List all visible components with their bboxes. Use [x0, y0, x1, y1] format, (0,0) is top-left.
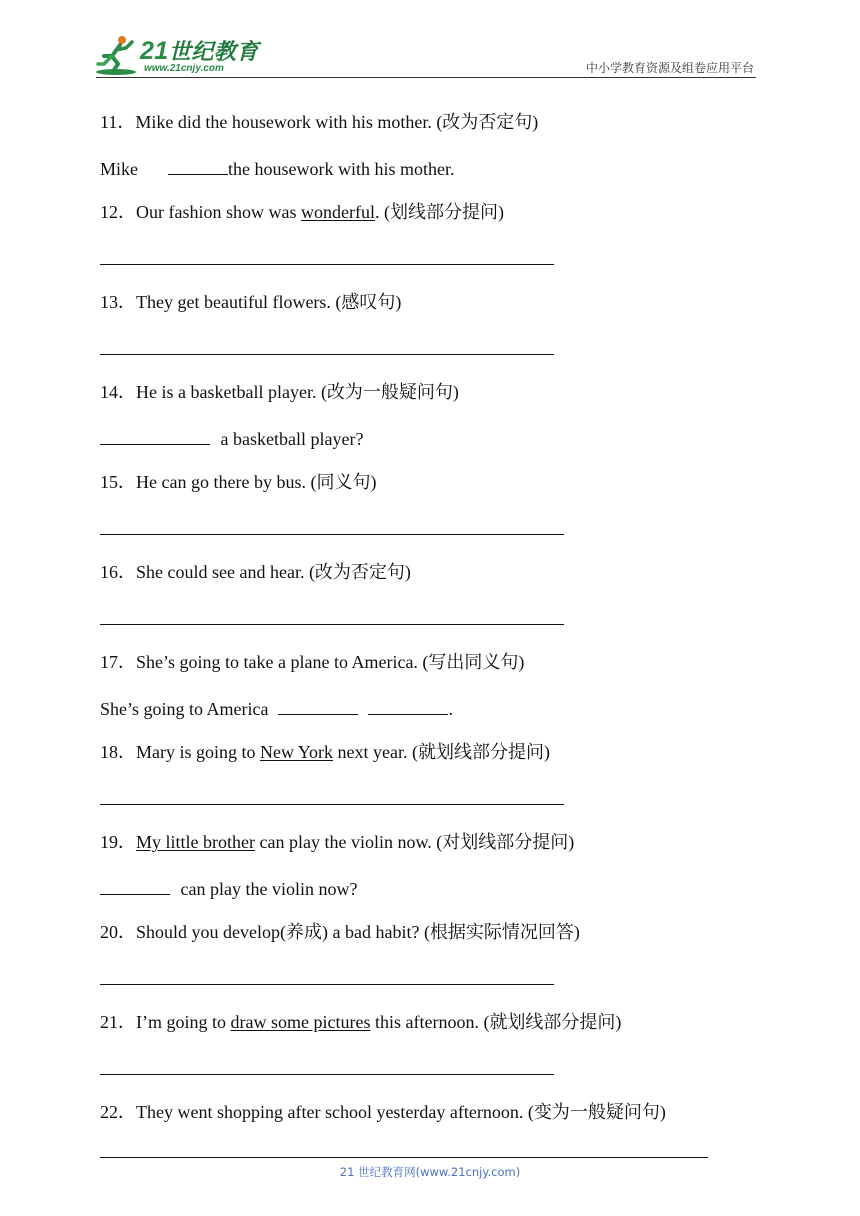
question-20 — [100, 921, 580, 943]
question-text: She could see and hear. (改为否定句) — [136, 562, 411, 582]
question-21 — [100, 1011, 621, 1033]
answer-start: She’s going to America — [100, 699, 269, 719]
page-footer: 21 世纪教育网(www.21cnjy.com) — [339, 1165, 521, 1179]
underlined-text: wonderful — [300, 202, 375, 222]
answer-blank-1[interactable] — [278, 696, 358, 715]
underlined-text: New York — [260, 742, 334, 762]
question-text: He can go there by bus. (同义句) — [136, 472, 377, 492]
answer-blank[interactable] — [100, 426, 210, 445]
question-13 — [100, 291, 401, 313]
answer-blank[interactable] — [168, 156, 228, 175]
question-text: She’s going to take a plane to America. (写出同义句) — [136, 652, 525, 672]
question-text-end: next year. (就划线部分提问) — [333, 742, 550, 762]
question-text: Our fashion show was — [136, 202, 301, 222]
question-12 — [100, 201, 504, 223]
answer-line-18[interactable] — [100, 804, 564, 805]
answer-blank[interactable] — [100, 876, 170, 895]
question-number: 18． — [100, 742, 136, 762]
answer-line-22[interactable] — [100, 1157, 708, 1158]
question-number: 12． — [100, 202, 136, 222]
logo-title — [140, 38, 259, 65]
answer-11 — [100, 156, 454, 180]
question-11 — [100, 111, 538, 133]
question-number: 16． — [100, 562, 136, 582]
page-header — [0, 0, 860, 82]
question-text-end: can play the violin now. (对划线部分提问) — [254, 832, 575, 852]
question-14 — [100, 381, 459, 403]
answer-19 — [100, 876, 357, 900]
answer-14 — [100, 426, 363, 450]
logo-url: www.21cnjy.com — [144, 63, 224, 74]
question-number: 15． — [100, 472, 136, 492]
logo-number: 21 — [140, 37, 169, 65]
question-text-end: this afternoon. (就划线部分提问) — [370, 1012, 622, 1032]
question-number: 17． — [100, 652, 136, 672]
question-18 — [100, 741, 550, 763]
answer-17 — [100, 696, 453, 720]
question-text: They get beautiful flowers. (感叹句) — [136, 292, 402, 312]
question-16 — [100, 561, 411, 583]
answer-end: . — [448, 699, 453, 719]
question-text: Mike did the housework with his mother. (改为否定句) — [135, 112, 539, 132]
answer-line-21[interactable] — [100, 1074, 554, 1075]
question-text: Mary is going to — [136, 742, 260, 762]
question-number: 21． — [100, 1012, 136, 1032]
header-tagline: 中小学教育资源及组卷应用平台 — [585, 61, 754, 75]
question-number: 13． — [100, 292, 136, 312]
site-logo — [94, 34, 264, 78]
question-17 — [100, 651, 524, 673]
answer-end: can play the violin now? — [176, 879, 358, 899]
question-22 — [100, 1101, 666, 1123]
question-text: Should you develop(养成) a bad habit? (根据实际情况回答) — [136, 922, 580, 942]
answer-line-15[interactable] — [100, 534, 564, 535]
question-15 — [100, 471, 376, 493]
question-text-end: . (划线部分提问) — [374, 202, 504, 222]
question-number: 11． — [100, 112, 136, 132]
answer-blank-2[interactable] — [368, 696, 448, 715]
answer-start: Mike — [100, 159, 138, 179]
answer-line-13[interactable] — [100, 354, 554, 355]
runner-logo-icon — [94, 34, 140, 78]
question-number: 14． — [100, 382, 136, 402]
answer-end: the housework with his mother. — [228, 159, 455, 179]
answer-line-12[interactable] — [100, 264, 554, 265]
question-text: I’m going to — [136, 1012, 231, 1032]
header-divider — [96, 77, 756, 78]
question-number: 22． — [100, 1102, 136, 1122]
answer-end: a basketball player? — [216, 429, 364, 449]
question-19 — [100, 831, 574, 853]
underlined-text: draw some pictures — [230, 1012, 371, 1032]
question-number: 19． — [100, 832, 136, 852]
question-text: He is a basketball player. (改为一般疑问句) — [136, 382, 459, 402]
answer-line-16[interactable] — [100, 624, 564, 625]
underlined-text: My little brother — [136, 832, 255, 852]
question-text: They went shopping after school yesterday afternoon. (变为一般疑问句) — [136, 1102, 666, 1122]
answer-line-20[interactable] — [100, 984, 554, 985]
logo-name: 世纪教育 — [168, 39, 259, 64]
question-number: 20． — [100, 922, 136, 942]
